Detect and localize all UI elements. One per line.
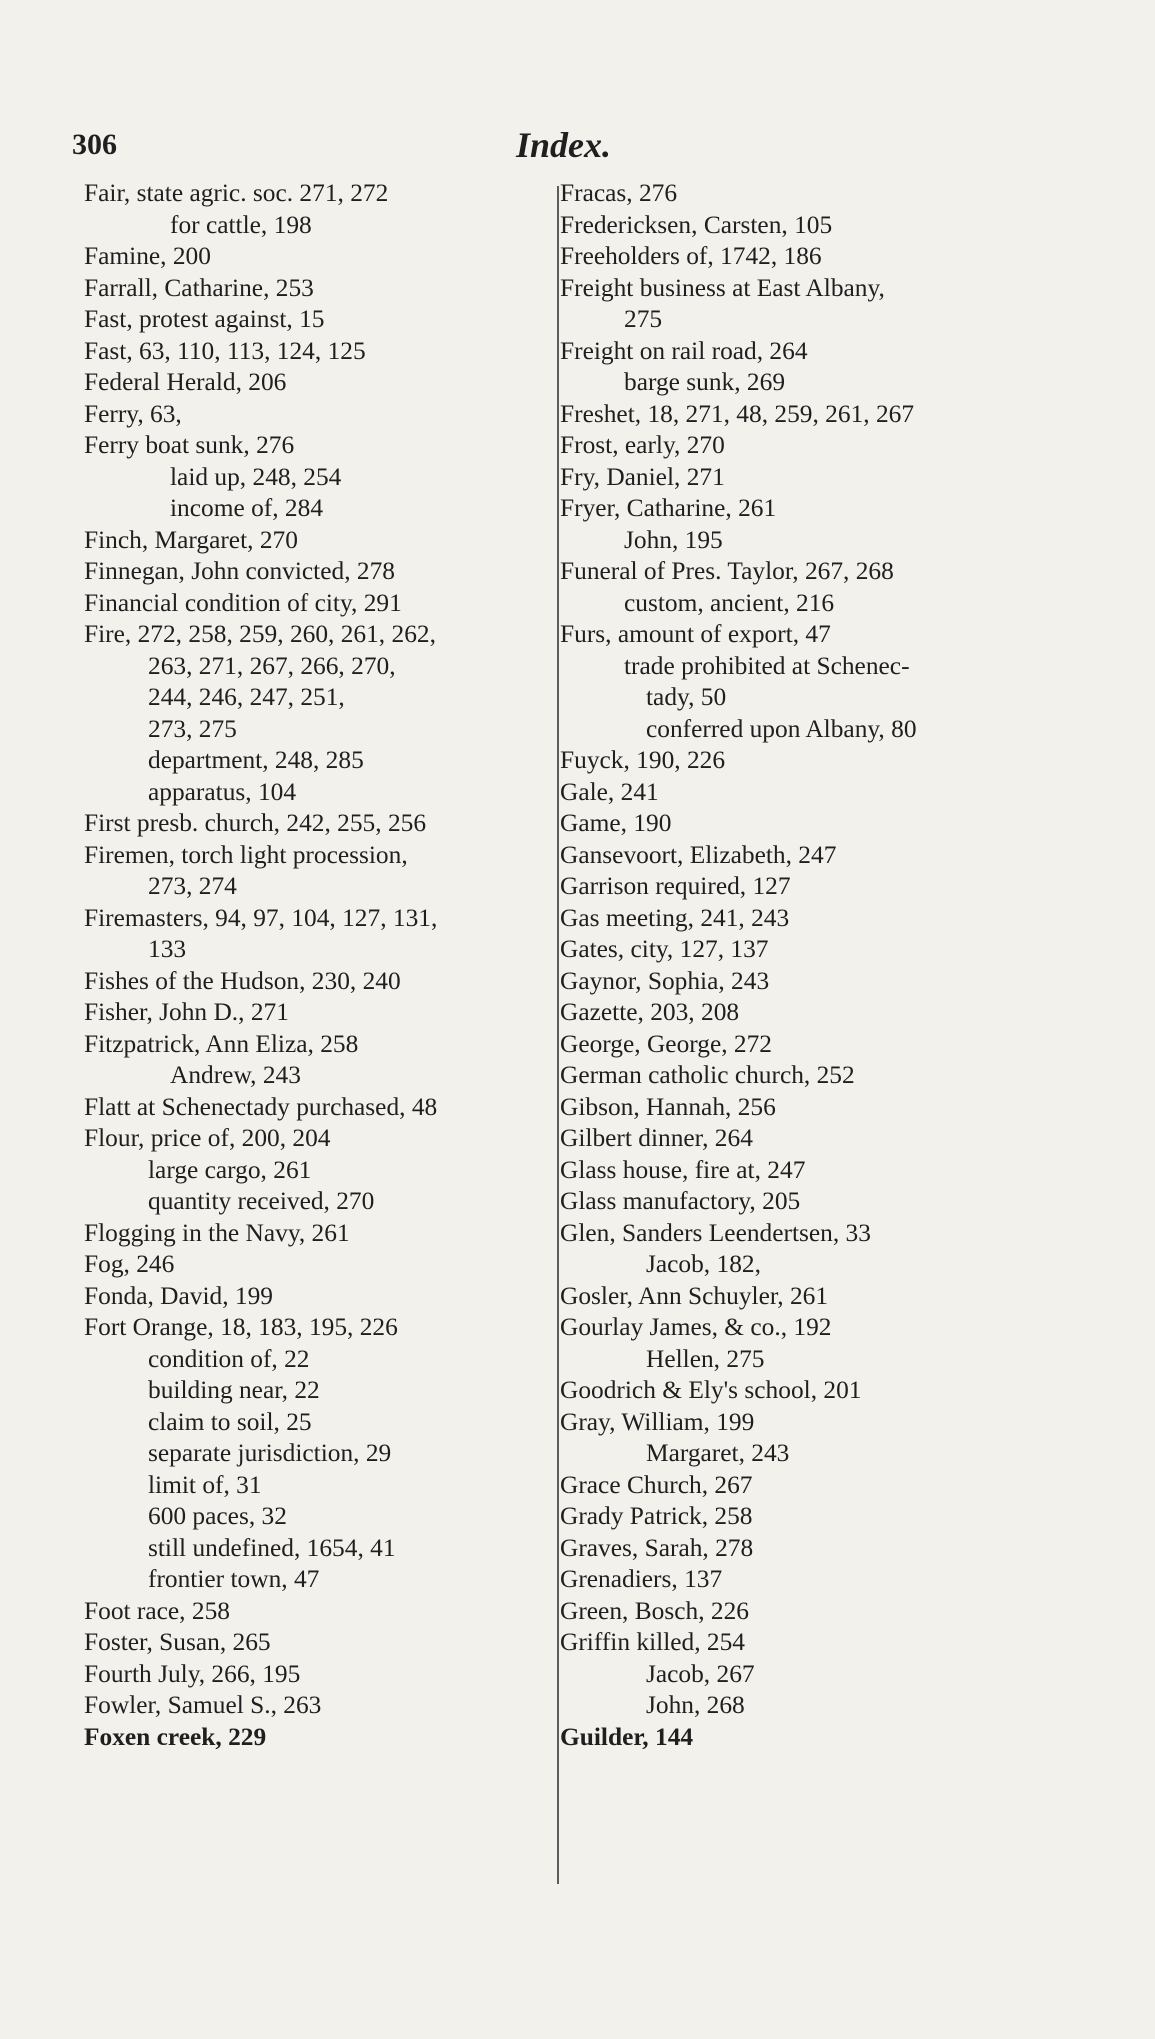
- index-subentry: condition of, 22: [148, 1344, 310, 1373]
- index-entry: Financial condition of city, 291: [84, 588, 402, 617]
- index-entry: Fuyck, 190, 226: [560, 746, 726, 774]
- index-subentry: separate jurisdiction, 29: [148, 1439, 392, 1467]
- index-entry: Gansevoort, Elizabeth, 247: [560, 840, 837, 869]
- page-number: 306: [72, 128, 117, 161]
- index-entry: Game, 190: [560, 809, 672, 837]
- index-entry: Fryer, Catharine, 261: [560, 494, 777, 522]
- index-entry: Griffin killed, 254: [560, 1628, 745, 1656]
- index-entry: Gas meeting, 241, 243: [560, 903, 790, 932]
- column-divider: [557, 186, 559, 1884]
- index-entry: Flour, price of, 200, 204: [84, 1124, 331, 1152]
- index-entry: Gray, William, 199: [560, 1407, 755, 1436]
- index-entry: Fitzpatrick, Ann Eliza, 258: [84, 1029, 359, 1058]
- index-entry: Ferry, 63,: [84, 399, 182, 428]
- index-entry: Ferry boat sunk, 276: [84, 431, 295, 459]
- index-entry: Furs, amount of export, 47: [560, 620, 831, 648]
- index-subentry: Andrew, 243: [170, 1061, 301, 1089]
- index-entry: Flatt at Schenectady purchased, 48: [84, 1092, 438, 1121]
- index-subentry: income of, 284: [170, 494, 324, 522]
- index-entry: Grenadiers, 137: [560, 1565, 723, 1593]
- index-subentry: 273, 275: [148, 714, 237, 743]
- index-entry: Fast, protest against, 15: [84, 305, 325, 333]
- index-entry: Finnegan, John convicted, 278: [84, 557, 395, 585]
- index-subentry: 273, 274: [148, 872, 237, 900]
- index-subentry: 244, 246, 247, 251,: [148, 683, 345, 711]
- index-entry: Fracas, 276: [560, 179, 678, 207]
- index-entry: Glass house, fire at, 247: [560, 1155, 806, 1184]
- index-subentry: John, 268: [646, 1691, 745, 1719]
- index-subentry: tady, 50: [646, 683, 727, 711]
- index-entry: Fast, 63, 110, 113, 124, 125: [84, 336, 366, 365]
- index-subentry: Margaret, 243: [646, 1439, 790, 1467]
- index-entry: German catholic church, 252: [560, 1061, 855, 1089]
- index-subentry: barge sunk, 269: [624, 368, 786, 396]
- index-entry: Foot race, 258: [84, 1596, 230, 1625]
- index-entry: Gourlay James, & co., 192: [560, 1313, 832, 1341]
- index-entry: Freeholders of, 1742, 186: [560, 242, 822, 270]
- index-entry: Graves, Sarah, 278: [560, 1533, 754, 1562]
- index-subentry: department, 248, 285: [148, 746, 364, 774]
- index-entry: Foxen creek, 229: [84, 1722, 267, 1751]
- index-entry: Finch, Margaret, 270: [84, 525, 298, 554]
- index-entry: Freight on rail road, 264: [560, 336, 808, 365]
- index-entry: George, George, 272: [560, 1029, 773, 1058]
- index-entry: Firemasters, 94, 97, 104, 127, 131,: [84, 903, 438, 932]
- index-subentry: John, 195: [624, 525, 723, 554]
- index-entry: Fredericksen, Carsten, 105: [560, 210, 833, 239]
- index-entry: Gilbert dinner, 264: [560, 1124, 753, 1152]
- index-entry: Fisher, John D., 271: [84, 998, 289, 1026]
- index-entry: Fog, 246: [84, 1250, 175, 1278]
- index-entry: Frost, early, 270: [560, 431, 725, 459]
- index-entry: Firemen, torch light procession,: [84, 840, 408, 869]
- index-subentry: building near, 22: [148, 1376, 320, 1404]
- index-subentry: 133: [148, 935, 187, 963]
- index-column-left: [84, 178, 556, 1753]
- index-entry: Green, Bosch, 226: [560, 1596, 749, 1625]
- index-entry: Foster, Susan, 265: [84, 1628, 271, 1656]
- index-entry: Gale, 241: [560, 777, 659, 806]
- index-entry: Fishes of the Hudson, 230, 240: [84, 966, 401, 995]
- index-subentry: apparatus, 104: [148, 777, 297, 806]
- index-entry: Freight business at East Albany,: [560, 273, 885, 302]
- index-subentry: still undefined, 1654, 41: [148, 1533, 396, 1562]
- index-subentry: 275: [624, 305, 663, 333]
- index-entry: Gosler, Ann Schuyler, 261: [560, 1281, 829, 1310]
- index-entry: Fonda, David, 199: [84, 1281, 274, 1310]
- index-subentry: laid up, 248, 254: [170, 462, 342, 491]
- index-subentry: limit of, 31: [148, 1470, 262, 1499]
- index-entry: Gazette, 203, 208: [560, 998, 740, 1026]
- index-entry: Gibson, Hannah, 256: [560, 1092, 776, 1121]
- index-entry: Farrall, Catharine, 253: [84, 273, 314, 302]
- index-subentry: large cargo, 261: [148, 1155, 312, 1184]
- index-entry: Guilder, 144: [560, 1722, 694, 1751]
- index-entry: Goodrich & Ely's school, 201: [560, 1376, 862, 1404]
- index-subentry: custom, ancient, 216: [624, 588, 835, 617]
- running-head: Index.: [516, 125, 612, 165]
- index-subentry: 263, 271, 267, 266, 270,: [148, 651, 396, 680]
- index-entry: Fair, state agric. soc. 271, 272: [84, 179, 389, 207]
- index-entry: Grace Church, 267: [560, 1470, 753, 1499]
- index-entry: Fourth July, 266, 195: [84, 1659, 301, 1688]
- index-entry: Freshet, 18, 271, 48, 259, 261, 267: [560, 399, 915, 428]
- index-entry: Gates, city, 127, 137: [560, 935, 769, 963]
- index-subentry: Jacob, 182,: [646, 1250, 761, 1278]
- index-entry: Federal Herald, 206: [84, 368, 287, 396]
- index-entry: Funeral of Pres. Taylor, 267, 268: [560, 557, 894, 585]
- index-subentry: conferred upon Albany, 80: [646, 714, 917, 743]
- index-subentry: for cattle, 198: [170, 210, 312, 239]
- index-entry: Glass manufactory, 205: [560, 1187, 801, 1215]
- index-subentry: claim to soil, 25: [148, 1407, 312, 1436]
- index-entry: Glen, Sanders Leendertsen, 33: [560, 1218, 871, 1247]
- index-subentry: frontier town, 47: [148, 1565, 320, 1593]
- index-entry: Flogging in the Navy, 261: [84, 1218, 350, 1247]
- index-subentry: Jacob, 267: [646, 1659, 755, 1688]
- index-subentry: trade prohibited at Schenec-: [624, 651, 910, 680]
- index-entry: Fry, Daniel, 271: [560, 462, 725, 491]
- index-entry: Fort Orange, 18, 183, 195, 226: [84, 1313, 398, 1341]
- index-entry: First presb. church, 242, 255, 256: [84, 809, 427, 837]
- index-entry: Fowler, Samuel S., 263: [84, 1691, 322, 1719]
- index-subentry: Hellen, 275: [646, 1344, 765, 1373]
- index-entry: Famine, 200: [84, 242, 211, 270]
- index-subentry: quantity received, 270: [148, 1187, 375, 1215]
- index-entry: Gaynor, Sophia, 243: [560, 966, 770, 995]
- index-entry: Grady Patrick, 258: [560, 1502, 753, 1530]
- index-column-right: [560, 178, 1150, 1753]
- index-subentry: 600 paces, 32: [148, 1502, 287, 1530]
- index-entry: Garrison required, 127: [560, 872, 791, 900]
- index-entry: Fire, 272, 258, 259, 260, 261, 262,: [84, 620, 436, 648]
